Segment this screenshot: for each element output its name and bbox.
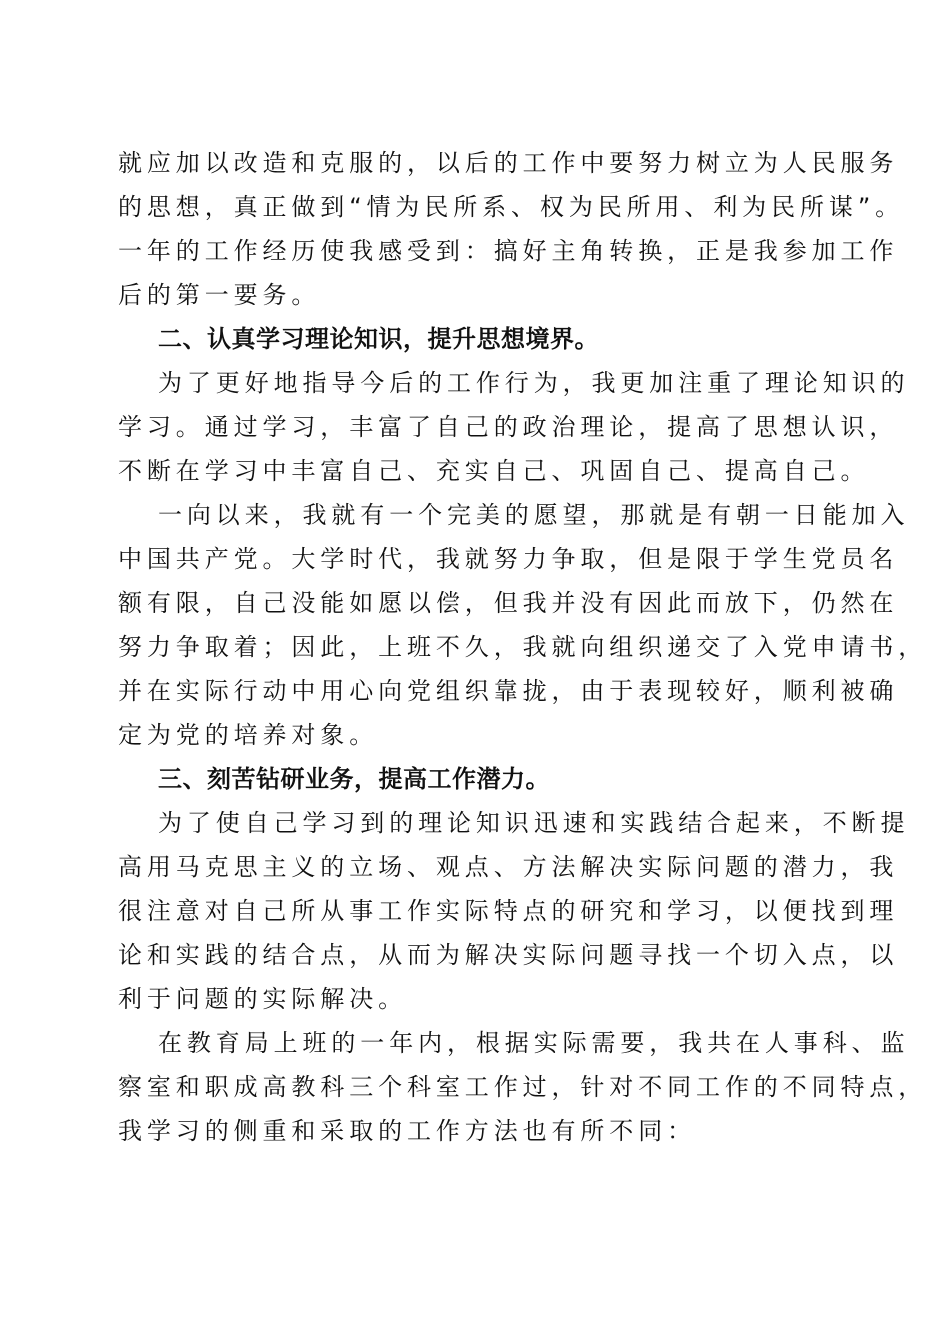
body-line: 定为党的培养对象。: [118, 721, 379, 749]
body-line: 额有限，自己没能如愿以偿，但我并没有因此而放下，仍然在: [118, 589, 899, 617]
body-line: 高用马克思主义的立场、观点、方法解决实际问题的潜力，我: [118, 853, 899, 881]
body-line: 就应加以改造和克服的，以后的工作中要努力树立为人民服务: [118, 149, 899, 177]
body-line: 察室和职成高教科三个科室工作过，针对不同工作的不同特点，: [118, 1073, 928, 1101]
body-line: 努力争取着；因此，上班不久，我就向组织递交了入党申请书，: [118, 633, 928, 661]
body-line: 为了更好地指导今后的工作行为，我更加注重了理论知识的: [158, 369, 910, 397]
body-line: 中国共产党。大学时代，我就努力争取，但是限于学生党员名: [118, 545, 899, 573]
body-line: 为了使自己学习到的理论知识迅速和实践结合起来，不断提: [158, 809, 910, 837]
body-line: 很注意对自己所从事工作实际特点的研究和学习，以便找到理: [118, 897, 899, 925]
body-line: 一向以来，我就有一个完美的愿望，那就是有朝一日能加入: [158, 501, 910, 529]
section-heading-2: 二、认真学习理论知识，提升思想境界。: [158, 325, 599, 353]
document-page: [118, 141, 928, 1153]
body-line: 我学习的侧重和采取的工作方法也有所不同：: [118, 1117, 696, 1145]
body-line: 的思想，真正做到“情为民所系、权为民所用、利为民所谋”。: [118, 193, 905, 221]
body-line: 在教育局上班的一年内，根据实际需要，我共在人事科、监: [158, 1029, 910, 1057]
body-line: 并在实际行动中用心向党组织靠拢，由于表现较好，顺利被确: [118, 677, 899, 705]
body-line: 利于问题的实际解决。: [118, 985, 407, 1013]
body-line: 不断在学习中丰富自己、充实自己、巩固自己、提高自己。: [118, 457, 870, 485]
body-line: 一年的工作经历使我感受到：搞好主角转换，正是我参加工作: [118, 237, 899, 265]
body-line: 论和实践的结合点，从而为解决实际问题寻找一个切入点，以: [118, 941, 899, 969]
body-line: 后的第一要务。: [118, 281, 321, 309]
body-line: 学习。通过学习，丰富了自己的政治理论，提高了思想认识，: [118, 413, 899, 441]
section-heading-3: 三、刻苦钻研业务，提高工作潜力。: [158, 765, 550, 793]
